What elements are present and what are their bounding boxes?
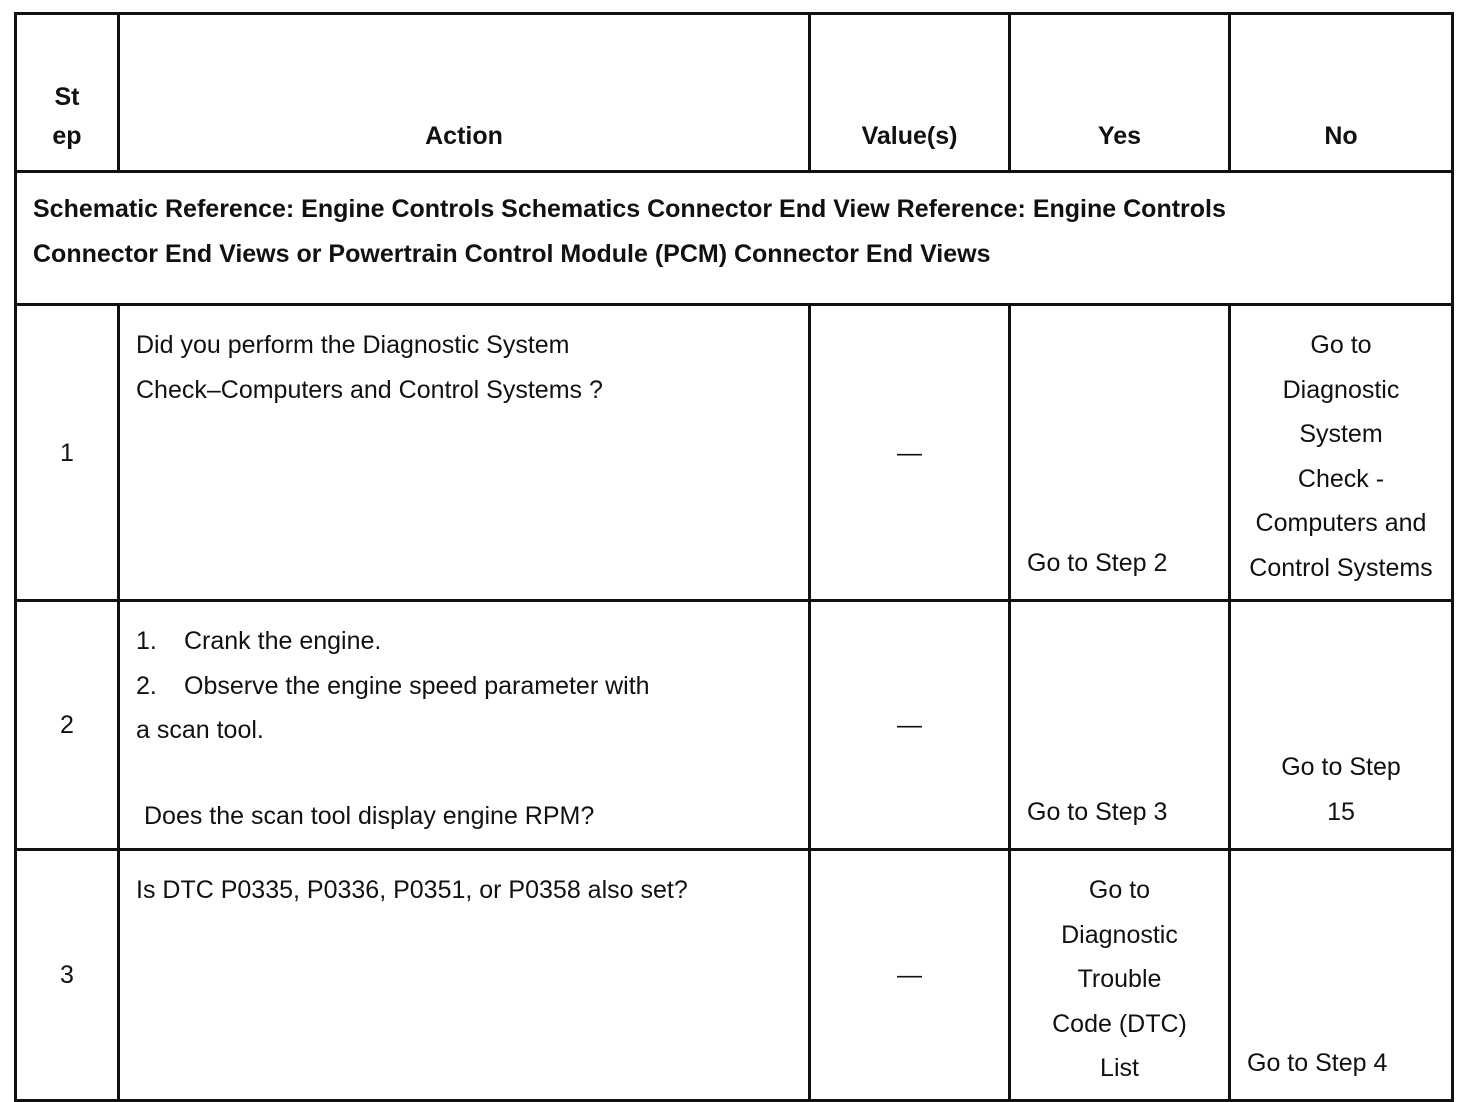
value-dash: —: [897, 960, 922, 989]
list-text: Crank the engine.: [184, 627, 382, 655]
no-line: Go to Step: [1281, 753, 1401, 781]
action-cell: [119, 850, 810, 1101]
no-line: Computers and: [1255, 509, 1427, 537]
reference-line2: Connector End Views or Powertrain Control Module (PCM) Connector End Views: [33, 240, 991, 268]
step-number: 2: [60, 710, 74, 739]
action-list-item: [136, 664, 792, 709]
action-continuation: a scan tool.: [136, 716, 264, 744]
action-cell: [119, 305, 810, 601]
list-number: 1.: [136, 627, 157, 655]
step-number: 1: [60, 438, 74, 467]
no-line: Go to: [1310, 331, 1372, 359]
header-values: Value(s): [810, 14, 1010, 172]
header-step-line2: ep: [52, 122, 82, 150]
table-row: [16, 850, 1453, 1101]
yes-line: Trouble: [1077, 965, 1162, 993]
yes-line: List: [1100, 1054, 1139, 1082]
no-line: Control Systems: [1249, 553, 1433, 582]
header-yes: Yes: [1010, 14, 1230, 172]
action-question: Does the scan tool display engine RPM?: [144, 801, 595, 830]
reference-row: [16, 172, 1453, 305]
no-line: 15: [1327, 797, 1355, 826]
action-line: Is DTC P0335, P0336, P0351, or P0358 also set?: [136, 876, 688, 904]
list-number: 2.: [136, 671, 157, 700]
step-cell: [16, 850, 119, 1101]
action-list-item: [136, 619, 792, 664]
diagnostic-table: [14, 12, 1454, 1102]
reference-cell: [16, 172, 1453, 305]
no-line: System: [1299, 420, 1383, 448]
no-cell: [1230, 305, 1453, 601]
no-line: Diagnostic: [1282, 375, 1400, 404]
step-number: 3: [60, 960, 74, 989]
yes-line: Code (DTC): [1052, 1009, 1187, 1038]
value-dash: —: [897, 438, 922, 467]
value-cell: [810, 305, 1010, 601]
yes-line: Diagnostic: [1061, 920, 1178, 949]
action-line: Check–Computers and Control Systems ?: [136, 375, 603, 404]
value-cell: [810, 601, 1010, 850]
step-cell: [16, 305, 119, 601]
header-step: [16, 14, 119, 172]
yes-text: Go to Step 2: [1027, 548, 1168, 577]
no-text: Go to Step 4: [1247, 1048, 1388, 1077]
no-cell: [1230, 601, 1453, 850]
no-line: Check -: [1297, 464, 1385, 493]
yes-line: Go to: [1088, 876, 1151, 904]
action-line: Did you perform the Diagnostic System: [136, 331, 570, 359]
action-cell: [119, 601, 810, 850]
no-cell: [1230, 850, 1453, 1101]
yes-cell: [1010, 305, 1230, 601]
list-text: Observe the engine speed parameter with: [184, 671, 650, 700]
value-dash: —: [897, 710, 922, 739]
value-cell: [810, 850, 1010, 1101]
yes-cell: [1010, 601, 1230, 850]
yes-text: Go to Step 3: [1027, 797, 1168, 826]
header-action: Action: [119, 14, 810, 172]
header-row: [16, 14, 1453, 172]
step-cell: [16, 601, 119, 850]
table-row: [16, 601, 1453, 850]
table-row: [16, 305, 1453, 601]
header-no: No: [1230, 14, 1453, 172]
header-step-line1: St: [54, 83, 80, 111]
yes-cell: [1010, 850, 1230, 1101]
reference-line1: Schematic Reference: Engine Controls Schematics Connector End View Reference: Engine Controls: [33, 195, 1226, 223]
